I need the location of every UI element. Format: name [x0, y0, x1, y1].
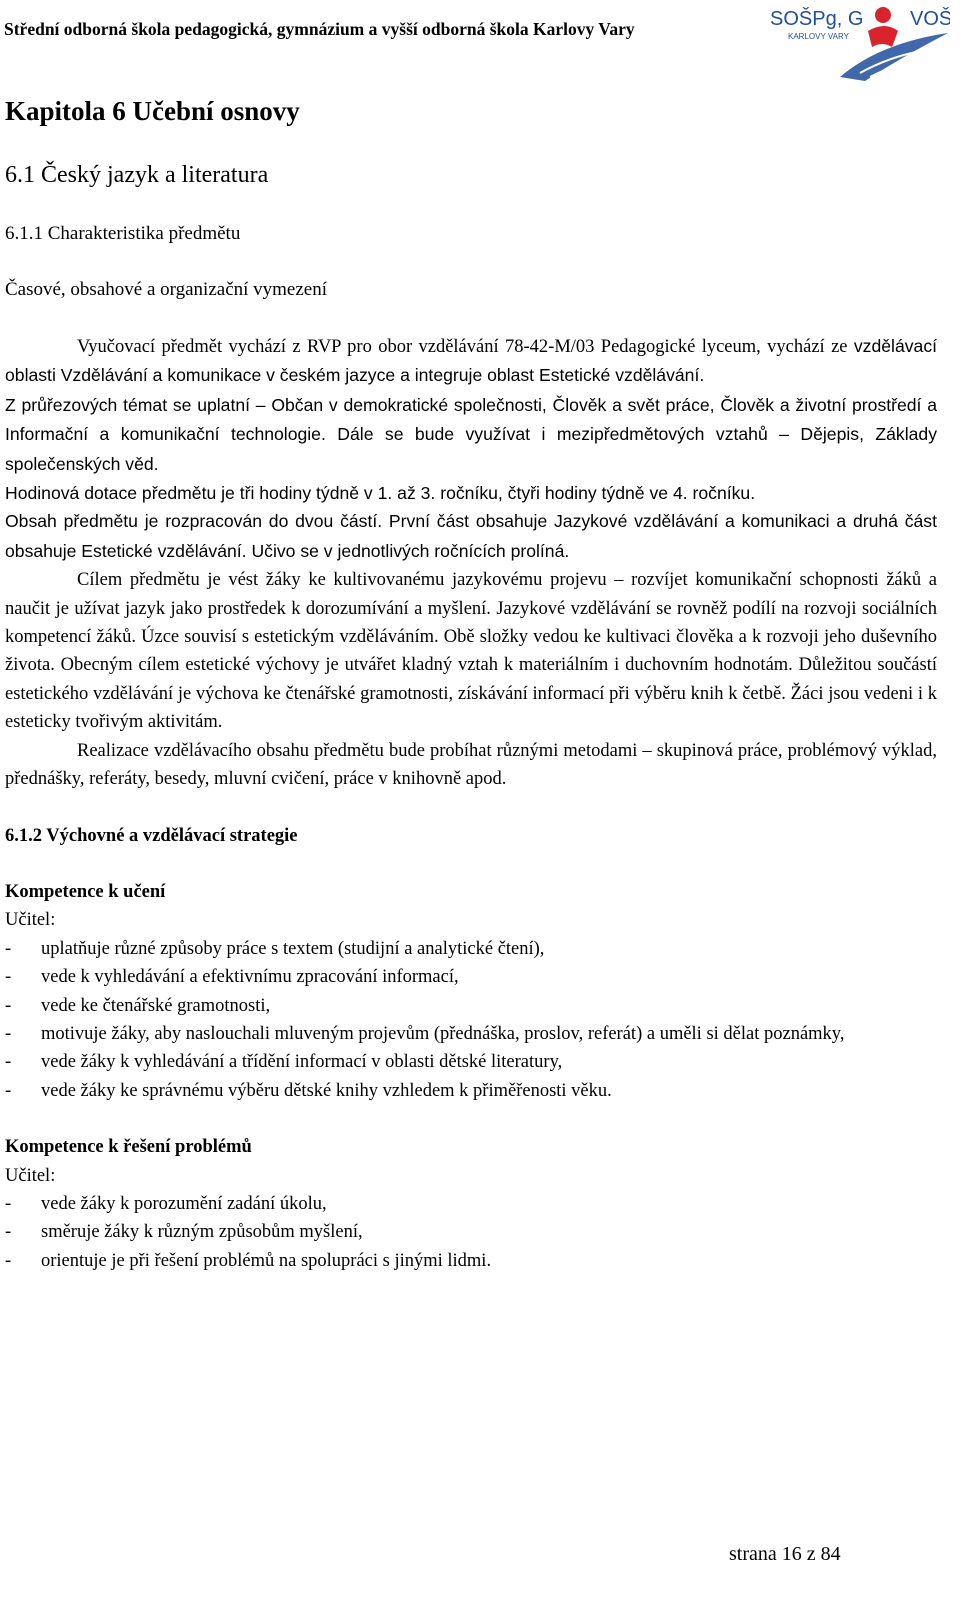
list-item: - vede ke čtenářské gramotnosti, — [5, 992, 937, 1020]
paragraph-goals: Cílem předmětu je vést žáky ke kultivovanému jazykovému projevu – rozvíjet komunikační schopnosti žáků a naučit je užívat jazyk jako prostředek k dorozumívání a myšlení. Jazykové vzdělávání se rovněž podílí na rozvoji sociálních kompetencí žáků. Úzce souvisí s estetickým vzděláváním. Obě složky vedou ke kultivaci člověka a k rozvoji jeho duševního života. Obecným cílem estetické výchovy je utvářet kladný vztah k materiálním i duchovním hodnotám. Důležitou součástí estetického vzdělávání je výchova ke čtenářské gramotnosti, získávání informací při výběru knih k četbě. Žáci jsou vedeni i k esteticky tvořivým aktivitám. — [5, 570, 937, 733]
logo-subtext: KARLOVY VARY — [788, 32, 849, 41]
competence-learning-title: Kompetence k učení — [5, 881, 166, 902]
list-item: - vede žáky k vyhledávání a třídění informací v oblasti dětské literatury, — [5, 1048, 937, 1076]
paragraph-content-parts-part1: Obsah předmětu je rozpracován do dvou částí. — [5, 511, 383, 532]
subsection-title: 6.1.1 Charakteristika předmětu — [5, 223, 241, 244]
paragraph-methods: Realizace vzdělávacího obsahu předmětu bude probíhat různými metodami – skupinová práce, problémový výklad, přednášky, referáty, besedy, mluvní cvičení, práce v knihovně apod. — [5, 740, 937, 790]
page-number: strana 16 z 84 — [729, 1543, 841, 1565]
paragraph-content-parts — [5, 507, 937, 566]
logo-figure-shape — [868, 26, 898, 47]
time-heading: Časové, obsahové a organizační vymezení — [5, 279, 328, 300]
header-school-name: Střední odborná škola pedagogická, gymnázium a vyšší odborná škola Karlovy Vary — [4, 19, 635, 39]
main-content — [5, 94, 937, 1275]
paragraph-hours: Hodinová dotace předmětu je tři hodiny týdně v 1. až 3. ročníku, čtyři hodiny týdně ve 4. ročníku. — [5, 483, 756, 504]
logo-head-shape — [875, 7, 891, 23]
competence-learning-teacher: Učitel: — [5, 910, 56, 931]
list-item: - směruje žáky k různým způsobům myšlení, — [5, 1218, 937, 1246]
strategy-title: 6.1.2 Výchovné a vzdělávací strategie — [5, 825, 298, 846]
logo-text-left: SOŠPg, G — [770, 8, 864, 30]
logo-text-right: VOŠ — [910, 8, 950, 30]
list-item: - vede k vyhledávání a efektivnímu zpracování informací, — [5, 963, 937, 991]
paragraph-cross-topics — [5, 391, 937, 479]
paragraph-cross-topics-part2: Dále se bude využívat i mezipředmětových vztahů – Dějepis, Základy společenských věd. — [5, 424, 937, 474]
paragraph-rvp-part1: Vyučovací předmět vychází z RVP pro obor vzdělávání 78-42-M/03 Pedagogické lyceum, vychází ze — [77, 337, 854, 357]
paragraph-rvp-part2: vzdělávací oblasti Vzdělávání a komunikace v českém jazyce a integruje oblast Estetické vzdělávání. — [5, 336, 937, 386]
paragraph-cross-topics-part1: Z průřezových témat se uplatní – Občan v demokratické společnosti, Člověk a svět práce, Člověk a životní prostředí a Informační a komunikační technologie. — [5, 394, 937, 445]
list-item: - uplatňuje různé způsoby práce s textem (studijní a analytické čtení), — [5, 935, 937, 963]
competence-learning-list — [5, 935, 937, 1105]
chapter-title: Kapitola 6 Učební osnovy — [5, 96, 300, 126]
competence-problems-list — [5, 1190, 937, 1275]
competence-problems-teacher: Učitel: — [5, 1165, 56, 1186]
list-item: - vede žáky k porozumění zadání úkolu, — [5, 1190, 937, 1218]
school-logo-graphic — [770, 3, 950, 83]
section-title: 6.1 Český jazyk a literatura — [5, 162, 269, 188]
paragraph-rvp — [5, 332, 937, 391]
list-item: - vede žáky ke správnému výběru dětské knihy vzhledem k přiměřenosti věku. — [5, 1077, 937, 1105]
school-logo — [770, 3, 950, 83]
competence-problems-title: Kompetence k řešení problémů — [5, 1137, 252, 1158]
list-item: - orientuje je při řešení problémů na spolupráci s jinými lidmi. — [5, 1247, 937, 1275]
list-item: - motivuje žáky, aby naslouchali mluveným projevům (přednáška, proslov, referát) a uměli si dělat poznámky, — [5, 1020, 937, 1048]
paragraph-content-parts-part2: První část obsahuje Jazykové vzdělávání a komunikaci a druhá část obsahuje Estetické vzdělávání. Učivo se v jednotlivých ročnících prolíná. — [5, 511, 937, 561]
